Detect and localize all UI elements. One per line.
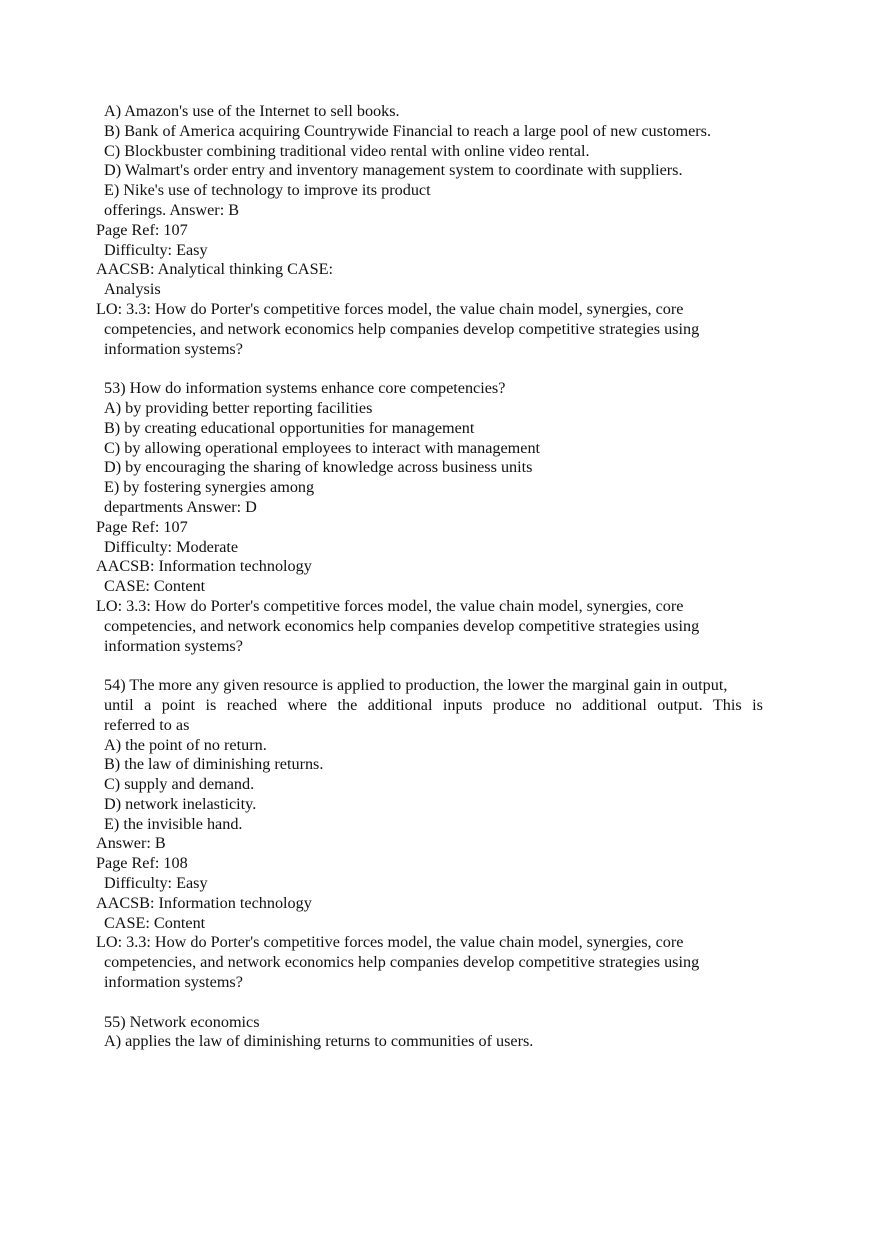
question-text-line-2: until a point is reached where the additional inputs produce no additional output. This is [104, 695, 763, 714]
difficulty: Difficulty: Easy [104, 874, 208, 893]
answer-option-b: B) the law of diminishing returns. [104, 755, 324, 774]
learning-objective-line-1: LO: 3.3: How do Porter's competitive forces model, the value chain model, synergies, core [96, 596, 684, 615]
aacsb: AACSB: Analytical thinking CASE: [96, 260, 333, 279]
answer-line: offerings. Answer: B [104, 200, 240, 219]
learning-objective-line-2: competencies, and network economics help companies develop competitive strategies using [104, 953, 700, 972]
question-text-line-3: referred to as [104, 715, 190, 734]
question-54-block [96, 676, 776, 993]
answer-option-e: E) Nike's use of technology to improve its product [104, 181, 431, 200]
answer-option-c: C) Blockbuster combining traditional video rental with online video rental. [104, 141, 590, 160]
case: Analysis [104, 280, 161, 299]
answer-option-d: D) Walmart's order entry and inventory management system to coordinate with suppliers. [104, 161, 683, 180]
spacer [96, 359, 776, 379]
answer-option-e: E) by fostering synergies among [104, 478, 315, 497]
question-53-block [96, 379, 776, 656]
question-text-line-1: 54) The more any given resource is applied to production, the lower the marginal gain in output, [104, 676, 728, 695]
answer-line: departments Answer: D [104, 497, 257, 516]
question-55-block [96, 1013, 776, 1053]
learning-objective-line-3: information systems? [104, 339, 243, 358]
answer-option-d: D) network inelasticity. [104, 794, 257, 813]
spacer [96, 656, 776, 676]
answer-option-b: B) Bank of America acquiring Countrywide Financial to reach a large pool of new customers. [104, 121, 712, 140]
learning-objective-line-3: information systems? [104, 973, 243, 992]
difficulty: Difficulty: Moderate [104, 537, 239, 556]
answer-option-b: B) by creating educational opportunities for management [104, 418, 475, 437]
aacsb: AACSB: Information technology [96, 557, 312, 576]
answer-option-d: D) by encouraging the sharing of knowledge across business units [104, 458, 533, 477]
answer-option-a: A) by providing better reporting facilities [104, 398, 373, 417]
answer-option-c: C) by allowing operational employees to interact with management [104, 438, 541, 457]
answer-option-a: A) Amazon's use of the Internet to sell books. [104, 102, 400, 120]
answer-option-c: C) supply and demand. [104, 775, 255, 794]
document-content [96, 102, 776, 1052]
question-text: 53) How do information systems enhance core competencies? [104, 379, 506, 398]
spacer [96, 993, 776, 1013]
answer-option-a: A) applies the law of diminishing returns to communities of users. [104, 1032, 534, 1051]
learning-objective-line-2: competencies, and network economics help companies develop competitive strategies using [104, 319, 700, 338]
page-ref: Page Ref: 107 [96, 220, 188, 239]
answer-option-a: A) the point of no return. [104, 735, 267, 754]
case: CASE: Content [104, 577, 206, 596]
difficulty: Difficulty: Easy [104, 240, 208, 259]
learning-objective-line-1: LO: 3.3: How do Porter's competitive forces model, the value chain model, synergies, core [96, 933, 684, 952]
question-text: 55) Network economics [104, 1012, 260, 1031]
learning-objective-line-3: information systems? [104, 636, 243, 655]
page-ref: Page Ref: 107 [96, 517, 188, 536]
learning-objective-line-2: competencies, and network economics help companies develop competitive strategies using [104, 616, 700, 635]
aacsb: AACSB: Information technology [96, 893, 312, 912]
answer-line: Answer: B [96, 834, 166, 853]
page-ref: Page Ref: 108 [96, 854, 188, 873]
case: CASE: Content [104, 913, 206, 932]
question-52-block [96, 102, 776, 359]
answer-option-e: E) the invisible hand. [104, 814, 243, 833]
learning-objective-line-1: LO: 3.3: How do Porter's competitive forces model, the value chain model, synergies, core [96, 299, 684, 318]
